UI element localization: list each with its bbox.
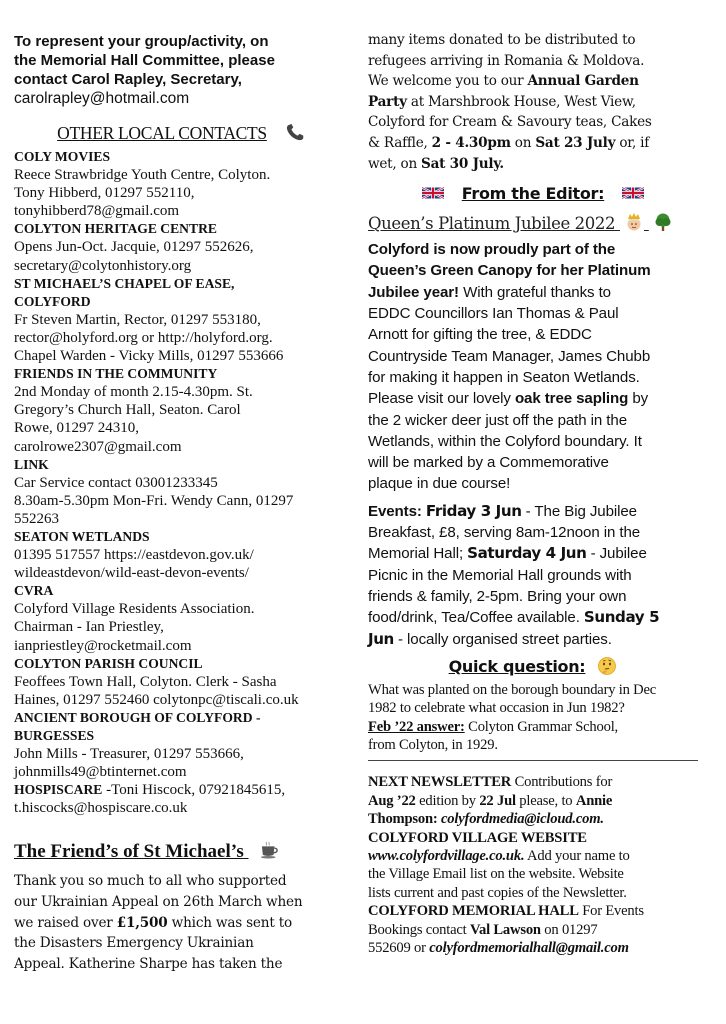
text-run: by: [628, 390, 649, 408]
text-run: edition by: [415, 792, 480, 809]
events-label: Events:: [368, 502, 422, 520]
event-date: Saturday 4 Jun: [467, 544, 587, 563]
text-run: please, to: [515, 792, 576, 809]
text-run: wet, on: [368, 155, 422, 172]
jubilee-title: Queen’s Platinum Jubilee 2022: [368, 214, 616, 234]
text-bold: Queen’s Green Canopy for her Platinum: [368, 262, 651, 280]
contact-line: 2nd Monday of month 2.15-4.30pm. St.: [14, 384, 253, 401]
text-line: Breakfast, £8, serving 8am-12noon in the: [368, 524, 641, 542]
text-bold: 2 - 4.30pm: [431, 134, 511, 151]
text-run: - locally organised street parties.: [393, 630, 612, 648]
intro-line: To represent your group/activity, on: [14, 33, 269, 50]
editor-title: From the Editor:: [461, 184, 605, 204]
union-jack-flag-icon: [422, 186, 444, 200]
contact-line: Reece Strawbridge Youth Centre, Colyton.: [14, 167, 271, 184]
contact-line: Chairman - Ian Priestley,: [14, 619, 164, 636]
text-line: [368, 773, 698, 791]
contact-line: 552263: [14, 510, 59, 527]
text-line: [368, 239, 698, 260]
text-bold: Annie: [575, 792, 613, 809]
text-run: at Marshbrook House, West View,: [406, 93, 636, 110]
contacts-title: OTHER LOCAL CONTACTS: [57, 123, 267, 143]
phone-icon: [285, 122, 307, 142]
contact-heading: COLYTON PARISH COUNCIL: [14, 655, 203, 671]
text-run: - The Big Jubilee: [521, 502, 637, 520]
friends-text: we raised over: [14, 914, 117, 931]
newsletter-email[interactable]: colyfordmedia@icloud.com.: [441, 811, 604, 828]
contact-seaton-wetlands: [14, 528, 350, 582]
answer-label: Feb ’22 answer:: [368, 718, 465, 735]
text-bold: NEXT NEWSLETTER: [368, 774, 512, 791]
text-line: [368, 902, 698, 920]
contact-heading: BURGESSES: [14, 728, 95, 743]
friends-heading: [14, 841, 350, 863]
contact-line: Chapel Warden - Vicky Mills, 01297 553666: [14, 348, 284, 365]
text-line: the 2 wicker deer just off the path in the: [368, 411, 627, 429]
contact-colyton-parish-council: [14, 655, 350, 709]
text-line: [368, 543, 698, 564]
contact-heading: ANCIENT BOROUGH OF COLYFORD -: [14, 709, 261, 725]
contact-link: [14, 456, 350, 528]
website-link[interactable]: www.colyfordvillage.co.uk.: [368, 848, 525, 865]
text-line: will be marked by a Commemorative: [368, 454, 609, 472]
text-bold: 22 Jul: [479, 792, 516, 809]
text-line: refugees arriving in Romania & Moldova.: [368, 52, 645, 69]
text-line: for making it happen in Seaton Wetlands.: [368, 368, 640, 386]
text-line: [368, 847, 698, 865]
text-run: Memorial Hall;: [368, 545, 468, 563]
text-line: Wetlands, within the Colyford boundary. It: [368, 432, 642, 450]
text-line: [368, 718, 698, 736]
text-line: lists current and past copies of the Newsletter.: [368, 884, 627, 901]
text-line: [368, 939, 698, 957]
memorial-hall-intro: [14, 32, 350, 108]
quick-question-heading: [368, 656, 698, 677]
contact-line[interactable]: ianpriestley@rocketmail.com: [14, 637, 192, 654]
text-line: plaque in due course!: [368, 475, 511, 493]
contact-line[interactable]: 01395 517557 https://eastdevon.gov.uk/: [14, 547, 254, 564]
contact-line[interactable]: Haines, 01297 552460 colytonpc@tiscali.co.uk: [14, 691, 299, 708]
garden-party-text: [368, 30, 698, 174]
contact-line: Gregory’s Church Hall, Seaton. Carol: [14, 402, 241, 419]
thinking-face-icon: [597, 656, 617, 676]
text-line: EDDC Councillors Ian Thomas & Paul: [368, 305, 619, 323]
contact-line: Colyford Village Residents Association.: [14, 601, 255, 618]
tree-icon: [653, 212, 673, 232]
text-run: Contributions for: [511, 774, 613, 791]
contact-heading: FRIENDS IN THE COMMUNITY: [14, 366, 218, 382]
union-jack-flag-icon: [622, 186, 644, 200]
contact-line[interactable]: wildeastdevon/wild-east-devon-events/: [14, 565, 249, 582]
editor-heading: [368, 184, 698, 210]
contacts-list: [14, 148, 350, 817]
friends-line: Appeal. Katherine Sharpe has taken the: [14, 955, 283, 972]
text-run: food/drink, Tea/Coffee available.: [368, 609, 584, 627]
contact-line: Fr Steven Martin, Rector, 01297 553180,: [14, 311, 261, 328]
text-line: [368, 829, 698, 847]
friends-text: which was sent to: [167, 914, 292, 931]
text-line: [368, 71, 698, 92]
event-date: Friday 3 Jun: [425, 501, 522, 520]
text-bold: Val Lawson: [469, 921, 541, 938]
friends-line: our Ukrainian Appeal on 26th March when: [14, 894, 303, 911]
text-line: from Colyton, in 1929.: [368, 737, 498, 754]
contact-friends-in-community: [14, 365, 350, 455]
text-line: friends & family, 2-5pm. Bring your own: [368, 587, 627, 605]
section-divider: [368, 760, 698, 761]
contact-line: John Mills - Treasurer, 01297 553666,: [14, 746, 244, 763]
contact-ancient-borough: [14, 709, 350, 781]
text-bold: Thompson:: [368, 811, 442, 828]
text-run: on 01297: [540, 921, 598, 938]
memorial-hall-email[interactable]: colyfordmemorialhall@gmail.com: [429, 940, 629, 957]
text-bold: COLYFORD VILLAGE WEBSITE: [368, 829, 587, 846]
contact-heading: COLYFORD: [14, 293, 91, 309]
contact-heritage-centre: [14, 220, 350, 274]
contact-heading: SEATON WETLANDS: [14, 528, 150, 544]
text-line: 1982 to celebrate what occasion in Jun 1982?: [368, 700, 625, 717]
text-run: With grateful thanks to: [459, 283, 611, 301]
text-bold: Colyford is now proudly part of the: [368, 241, 616, 259]
quick-question-body: [368, 681, 698, 755]
contact-line[interactable]: carolrowe2307@gmail.com: [14, 438, 182, 455]
left-column: [14, 32, 350, 974]
text-line: [368, 133, 698, 154]
text-line: [368, 260, 698, 281]
text-run: Add your name to: [524, 848, 630, 865]
text-line: many items donated to be distributed to: [368, 32, 636, 48]
text-line: [368, 154, 698, 175]
text-line: Arnott for gifting the tree, & EDDC: [368, 326, 592, 344]
coffee-cup-icon: [259, 841, 281, 859]
contact-coly-movies: [14, 148, 350, 220]
text-run: & Raffle,: [368, 134, 432, 151]
text-line: What was planted on the borough boundary in Dec: [368, 681, 657, 698]
text-run: We welcome you to our: [368, 73, 528, 90]
text-bold: oak tree sapling: [514, 390, 629, 408]
contact-line[interactable]: tonyhibberd78@gmail.com: [14, 203, 180, 220]
text-bold: Annual Garden: [527, 73, 639, 90]
text-bold: Aug ’22: [368, 792, 416, 809]
contact-line: Tony Hibberd, 01297 552110,: [14, 185, 195, 202]
queen-crown-icon: [624, 212, 644, 232]
contact-line: Opens Jun-Oct. Jacquie, 01297 552626,: [14, 239, 254, 256]
intro-line: the Memorial Hall Committee, please: [14, 52, 275, 69]
text-line: [368, 282, 698, 303]
text-line: [368, 810, 698, 828]
text-bold: Party: [368, 93, 407, 110]
contact-line-suffix: -Toni Hiscock, 07921845615,: [102, 782, 286, 799]
text-bold: Sat 30 July.: [421, 155, 504, 172]
intro-line: contact Carol Rapley, Secretary,: [14, 71, 242, 88]
friends-line: Thank you so much to all who supported: [14, 873, 287, 890]
contact-line: Rowe, 01297 24310,: [14, 420, 139, 437]
contact-line: [14, 781, 350, 799]
contacts-heading: [14, 122, 350, 144]
contact-heading: COLY MOVIES: [14, 149, 111, 164]
text-line: [368, 388, 698, 409]
right-column: [368, 30, 698, 957]
text-bold: Sat 23 July: [535, 134, 616, 151]
contact-line[interactable]: secretary@colytonhistory.org: [14, 257, 192, 274]
friends-body: [14, 871, 350, 974]
text-line: Picnic in the Memorial Hall grounds with: [368, 566, 632, 584]
contact-heading: LINK: [14, 456, 49, 472]
text-run: For Events: [578, 903, 644, 920]
contact-st-michaels-chapel: [14, 275, 350, 365]
event-date: Sunday 5: [583, 608, 660, 627]
text-run: Please visit our lovely: [368, 390, 515, 408]
text-run: 552609 or: [368, 940, 430, 957]
text-line: [368, 792, 698, 810]
event-date: Jun: [368, 629, 394, 648]
text-line: Colyford for Cream & Savoury teas, Cakes: [368, 114, 652, 131]
contact-line: Feoffees Town Hall, Colyton. Clerk - Sasha: [14, 673, 277, 690]
contact-hospiscare: [14, 781, 350, 817]
text-run: on: [510, 134, 536, 151]
contact-line[interactable]: t.hiscocks@hospiscare.co.uk: [14, 800, 188, 817]
text-line: Countryside Team Manager, James Chubb: [368, 347, 651, 365]
contact-line: Car Service contact 03001233345: [14, 474, 218, 491]
text-line: [368, 607, 698, 628]
intro-email[interactable]: carolrapley@hotmail.com: [14, 90, 190, 107]
contact-line[interactable]: johnmills49@btinternet.com: [14, 764, 187, 781]
text-line: the Village Email list on the website. Website: [368, 866, 624, 883]
contact-line[interactable]: rector@holyford.org or http://holyford.org.: [14, 329, 273, 346]
text-run: Colyton Grammar School,: [464, 718, 618, 735]
contact-cvra: [14, 582, 350, 654]
contact-line: 8.30am-5.30pm Mon-Fri. Wendy Cann, 01297: [14, 492, 294, 509]
quick-question-title: Quick question:: [448, 656, 586, 676]
text-run: Bookings contact: [368, 921, 470, 938]
text-run: - Jubilee: [586, 545, 647, 563]
friends-line: the Disasters Emergency Ukrainian: [14, 935, 254, 952]
contact-heading: CVRA: [14, 583, 54, 599]
contact-heading: HOSPISCARE: [14, 782, 103, 798]
contact-heading: ST MICHAEL’S CHAPEL OF EASE,: [14, 275, 235, 291]
text-line: [368, 92, 698, 113]
text-run: or, if: [615, 134, 650, 151]
friends-line: [14, 913, 350, 934]
text-line: [368, 921, 698, 939]
friends-amount: £1,500: [116, 914, 168, 931]
events-section: [368, 501, 698, 650]
jubilee-heading: [368, 212, 698, 233]
text-line: [368, 501, 698, 522]
friends-title: The Friend’s of St Michael’s: [14, 841, 244, 863]
text-bold: COLYFORD MEMORIAL HALL: [368, 903, 579, 920]
jubilee-body: [368, 239, 698, 495]
text-line: [368, 629, 698, 650]
newsletter-info: [368, 773, 698, 957]
contact-heading: COLYTON HERITAGE CENTRE: [14, 221, 217, 237]
text-bold: Jubilee year!: [368, 283, 459, 301]
